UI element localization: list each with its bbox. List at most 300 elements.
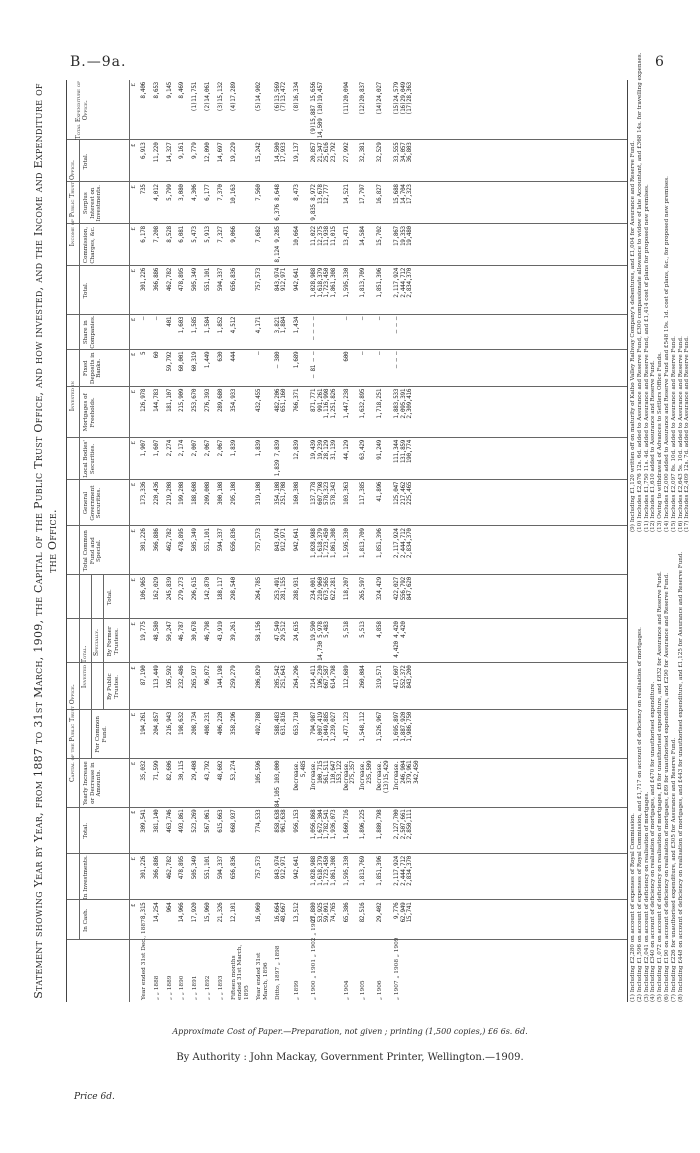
table-cell: 39,261	[229, 621, 237, 642]
row-label: „ 1907 „ 1908 „ 1909	[394, 937, 400, 1000]
column-header: Fixed Deposits in Banks.	[83, 352, 102, 385]
table-cell: 43,919	[216, 621, 224, 642]
table-cell: 260,084	[359, 665, 367, 689]
table-cell: 478,895	[178, 856, 186, 880]
table-cell: 1,883,533 2,095,391 2,309,416	[393, 388, 414, 419]
currency-mark: £	[131, 143, 137, 147]
table-cell: 206,029	[255, 665, 262, 689]
table-cell: 15,702	[376, 226, 384, 246]
row-label: Year ended 31st Dec., 1887	[141, 919, 147, 1000]
row-label: „ 1900 „ 1901 „ 1902 „ 1903	[311, 916, 317, 1000]
document-code: B.—9a.	[70, 54, 127, 70]
table-cell: 1,447,238	[342, 388, 350, 419]
table-cell: 766,371	[293, 388, 301, 413]
row-label: „ 1905	[360, 980, 367, 1000]
table-cell: 14,327	[165, 142, 173, 163]
table-cell: 11,220	[152, 142, 160, 163]
table-cell: 5,513	[359, 621, 367, 638]
table-cell: 366,886	[152, 856, 160, 880]
table-cell: 2,127,700 2,507,661 2,850,111	[393, 809, 414, 840]
table-cell: 1,907	[140, 439, 147, 457]
currency-mark: £	[131, 317, 137, 322]
table-cell: 30,678	[191, 621, 199, 642]
table-cell: 27,880 53,925 59,091 74,765	[310, 902, 337, 923]
table-cell: 5,518	[342, 621, 350, 638]
table-cell: 48,602	[216, 760, 224, 781]
table-cell: 4,858	[376, 621, 384, 638]
footnote: (5) Including £1,072 on account of deficiency on realisation of mortgages, £6 for unauthorised expenditure, and £832 for Assurance and Reserve Fund.	[657, 571, 664, 1002]
table-cell: 2,117,924 2,444,712 2,834,370	[393, 528, 414, 559]
table-cell: 117,385	[359, 481, 367, 505]
table-cell: 24,635	[293, 621, 301, 642]
table-cell: 463,746	[165, 809, 173, 833]
table-cell: 234,001 210,960 673,565 622,281	[310, 577, 337, 601]
table-cell: 188,608	[191, 481, 199, 505]
table-cell: 29,402	[376, 902, 384, 923]
page-number: 6	[655, 54, 664, 70]
table-cell: 91,249	[376, 439, 384, 460]
table-cell: 160,308	[293, 481, 301, 505]
currency-mark: £	[131, 622, 137, 626]
table-cell: 144,783	[152, 388, 160, 413]
table-cell: 774,533	[255, 809, 262, 833]
table-cell: — 81 — —	[310, 351, 317, 379]
table-cell: 245,839	[165, 577, 173, 601]
table-cell: 30,115	[178, 760, 186, 781]
table-cell: 1,548,112	[359, 711, 367, 742]
table-cell: 1,028,988 1,618,379 1,723,450 1,861,308	[310, 528, 337, 559]
table-cell: 2,067	[204, 439, 211, 457]
table-cell: 551,101	[204, 528, 211, 552]
currency-mark: £	[131, 529, 137, 533]
currency-mark: £	[131, 268, 137, 273]
price-note: Price 6d.	[74, 1092, 115, 1102]
table-cell: 205,542 251,643	[273, 665, 288, 689]
table-cell: 4,012	[152, 184, 160, 201]
column-header: By Public Trustee.	[107, 673, 120, 701]
table-cell: (11)20,094	[342, 82, 350, 116]
table-cell: 8,315	[140, 902, 147, 920]
column-header: Yearly Increase or Decrease in Amounts.	[83, 761, 102, 805]
table-cell: 14,254	[152, 902, 160, 923]
table-cell: 2,174	[178, 439, 186, 457]
table-cell: 5,799	[165, 184, 173, 201]
table-cell: 188,117	[216, 577, 224, 601]
table-cell: 9,776 62,949 15,741	[393, 902, 414, 923]
table-cell: 843,974 912,971	[273, 267, 288, 292]
currency-mark: £	[131, 389, 137, 394]
footnote: (9) Including £1,120 written off on maturity of Kaiho Valley Railway Company's debentures, and £1,004 for Assurance and Reserve Fund.	[630, 140, 636, 532]
table-cell: Decrease. (13)15,429	[376, 760, 390, 794]
table-cell: 125,047 217,462 225,465	[393, 481, 414, 505]
table-cell: 505,349	[191, 856, 199, 880]
table-cell: 1,718,251	[376, 388, 384, 419]
row-label: Ditto, 1897 „ 1898	[274, 945, 281, 1000]
table-cell: 47,549 29,512	[273, 621, 288, 642]
table-cell: 656,836	[229, 528, 237, 552]
table-cell: 8,528	[165, 226, 173, 243]
table-cell: 7,208	[152, 226, 160, 243]
table-cell: 82,516	[359, 902, 367, 923]
group-rule	[79, 140, 80, 266]
table-cell: 12,839	[293, 439, 301, 460]
table-cell: — — — —	[310, 316, 317, 340]
table-cell: 87,190	[140, 665, 147, 686]
table-cell: 50,247	[165, 621, 173, 642]
table-cell: 6,081	[178, 226, 186, 243]
table-cell: 19,439 19,239 28,129 31,139	[310, 439, 337, 460]
column-header: Mortgages of Freeholds.	[83, 393, 96, 432]
table-cell: 1,660,716	[342, 809, 350, 840]
table-cell: 5,473	[191, 226, 199, 243]
table-cell: 14,966	[178, 902, 186, 923]
table-cell: 7,327	[216, 226, 224, 243]
table-cell: — — —	[393, 316, 400, 334]
table-cell: 354,108 251,708	[273, 481, 288, 505]
table-cell: 17,867 19,353 19,480	[393, 226, 414, 246]
group-rule	[79, 266, 80, 526]
column-header: Total.	[83, 282, 89, 299]
table-cell: —	[255, 351, 262, 355]
column-header: Total Common Fund and Special.	[83, 530, 102, 572]
table-cell: 964	[165, 902, 173, 913]
table-cell: 1,595,330	[342, 528, 350, 559]
table-cell: 11,022 12,375 11,938 11,015	[310, 226, 337, 246]
row-label: „ „ 1891	[192, 975, 199, 1000]
footnote: (2) Including £1,596 on account of expenses of Royal Commission, and £1,717 on account of deficiency on realisation of mortgages.	[636, 627, 643, 1002]
table-cell: 9,066	[229, 226, 237, 243]
table-cell: 13,471	[342, 226, 350, 246]
table-cell: 301,226	[140, 528, 147, 552]
table-cell: 215,909	[178, 388, 186, 413]
table-cell: 46,798	[204, 621, 211, 642]
table-cell: 942,641	[293, 856, 301, 880]
table-cell: 871,771 991,261 1,116,998 1,251,826	[310, 388, 337, 419]
table-cell: 16,960	[255, 902, 262, 923]
table-cell: 301,226	[140, 856, 147, 880]
table-cell: 309,541	[140, 809, 147, 833]
table-cell: (2)14,061	[204, 82, 211, 112]
table-cell: 279,273	[178, 577, 186, 601]
table-cell: 19,775	[140, 621, 147, 642]
table-cell: 462,782	[165, 528, 173, 552]
group-rule	[79, 526, 80, 940]
table-cell: 253,670	[191, 388, 199, 413]
table-cell: 366,886	[152, 528, 160, 552]
table-cell: 43,792	[204, 760, 211, 781]
table-cell: 478,895	[178, 267, 186, 292]
table-cell: 444	[229, 351, 237, 362]
table-cell: (9)15,887 15,656 14,509 (10)19,457	[310, 82, 324, 139]
row-label: „ „ 1893	[217, 975, 224, 1000]
table-cell: 103,363	[342, 481, 350, 505]
table-cell: 358,296	[229, 711, 237, 736]
footnote: (12) Includes £1,610 added to Assurance and Reserve Fund.	[650, 360, 657, 532]
table-cell: 265,597	[359, 577, 367, 601]
table-cell: 594,337	[216, 528, 224, 552]
table-cell: 615,663	[216, 809, 224, 833]
table-cell: 15,960	[204, 902, 211, 923]
column-header: Total.	[83, 822, 89, 839]
table-cell: 1,839 7,839	[273, 439, 281, 477]
table-cell: 14,521	[342, 184, 350, 205]
table-cell: 2,117,924 2,444,712 2,834,370	[393, 267, 414, 298]
table-cell: —	[359, 316, 367, 321]
table-cell: 199,208	[178, 481, 186, 505]
table-cell: —	[376, 316, 384, 321]
currency-mark: £	[131, 857, 137, 861]
column-header: Surplus Interest on Investments.	[83, 184, 102, 222]
table-cell: 406,220	[216, 711, 224, 736]
table-cell: 462,782	[165, 856, 173, 880]
table-cell: 324,429	[376, 577, 384, 601]
table-cell: —	[342, 316, 350, 321]
table-cell: 551,101	[204, 856, 211, 880]
column-header: Total.	[107, 589, 113, 606]
table-cell: 10,163	[229, 184, 237, 205]
footnote: (6) Including £190 on account of deficiency on realisation of mortgages, £89 for unauthorised expenditure, and £290 for Assurance and Reserve Fund.	[663, 573, 670, 1002]
column-header: Local Bodies' Securities.	[83, 440, 96, 478]
table-cell: 858,638 961,638	[273, 809, 288, 833]
column-header: Total.	[83, 153, 89, 170]
currency-mark: £	[131, 903, 137, 907]
table-cell: 1,896,225	[359, 809, 367, 840]
table-cell: 296,615	[191, 577, 199, 601]
table-cell: 111,344 131,859 190,774	[393, 439, 414, 464]
table-cell: 2,067	[216, 439, 224, 457]
currency-mark: £	[131, 440, 137, 445]
currency-mark: £	[131, 578, 137, 582]
table-cell: 757,573	[255, 267, 262, 292]
table-cell: 354,933	[229, 388, 237, 413]
column-header: Share in Companies.	[83, 315, 96, 349]
table-cell: 2,007	[191, 439, 199, 457]
table-cell: 942,641	[293, 528, 301, 552]
table-cell: 3,080	[178, 184, 186, 201]
currency-mark: £	[131, 482, 137, 487]
table-cell: 300,108	[216, 481, 224, 505]
table-cell: 17,920	[191, 902, 199, 923]
table-cell: 29,408	[191, 760, 199, 781]
table-cell: (4)17,289	[229, 82, 237, 112]
table-cell: 173,336	[140, 481, 147, 505]
table-cell: Decrease. 5,485	[293, 760, 307, 791]
table-cell: 14,584	[359, 226, 367, 246]
table-cell: 843,974 912,971	[273, 528, 288, 552]
table-cell: 1,449	[204, 351, 211, 369]
table-cell: 7,370	[216, 184, 224, 201]
table-cell: 9,145	[165, 82, 173, 99]
table-cell: 1,880,798	[376, 809, 384, 840]
currency-mark: £	[131, 761, 137, 766]
table-cell: 144,198	[216, 665, 224, 689]
table-cell: (6)13,569 (7)13,472	[273, 82, 288, 112]
currency-mark: £	[131, 83, 137, 87]
table-cell: 12,101	[229, 902, 237, 923]
column-header: For Common Fund.	[95, 716, 108, 753]
row-label: Fifteen months ended 31st March, 1895	[230, 944, 250, 1000]
footnote: (4) Including £340 on account of deficiency on realisation of mortgages, and £470 for unauthorised expenditure.	[650, 681, 657, 1002]
table-cell: 46,787	[178, 621, 186, 642]
table-cell: —	[152, 316, 160, 321]
table-cell: (12)20,837	[359, 82, 367, 116]
table-cell: 264,785	[255, 577, 262, 601]
group-capital: Capital of the Public Trust Office.	[69, 684, 76, 783]
group-invested-in: Invested in	[69, 381, 76, 412]
table-cell: 1,813,769	[359, 856, 367, 886]
table-cell: 232,486	[178, 665, 186, 689]
table-cell: 6,913	[140, 142, 147, 160]
statement-title: Statement showing Year by Year, from 1887 to 31st March, 1909, the Capital of the Public Trust Office, and how invested, and the Income and Expenditure of the Office.	[32, 83, 59, 999]
table-cell: 757,573	[255, 856, 262, 880]
table-cell: 381,140	[152, 809, 160, 833]
table-cell: 4,512	[229, 316, 237, 334]
table-cell: 4,306	[191, 184, 199, 201]
table-cell: 15,242	[255, 142, 262, 163]
table-cell: 422,027 556,792 847,620	[393, 577, 414, 601]
table-cell: 478,895	[178, 528, 186, 552]
table-cell: 1,028,988 1,618,379 1,723,450 1,861,308	[310, 856, 337, 886]
table-cell: 14,697	[216, 142, 224, 163]
group-rule	[103, 575, 104, 710]
table-cell: 13,512	[293, 902, 301, 923]
table-cell: 298,540	[229, 577, 237, 601]
row-label: „ 1904	[343, 980, 350, 1000]
currency-mark: £	[131, 712, 137, 717]
table-cell: 366,886	[152, 267, 160, 292]
table-cell: 505,349	[191, 528, 199, 552]
table-cell: 1,813,709	[359, 267, 367, 298]
table-cell: 8,406	[140, 82, 147, 99]
header-rule	[129, 80, 130, 1002]
table-cell: 1,851,396	[376, 528, 384, 559]
table-cell: — 380	[273, 351, 281, 369]
table-cell: 1,477,123	[342, 711, 350, 742]
currency-mark: £	[131, 352, 137, 357]
table-cell: 462,782	[165, 267, 173, 292]
table-cell: 301,226	[140, 267, 147, 292]
table-cell: 32,529	[376, 142, 384, 163]
table-cell: 1,852	[216, 316, 224, 334]
table-cell: — — —	[393, 351, 400, 369]
table-cell: 12,090	[204, 142, 211, 163]
table-cell: 432,455	[255, 388, 262, 413]
table-cell: 194,261	[140, 711, 147, 736]
table-cell: 653,710	[293, 711, 301, 736]
table-cell: 16,664 48,667	[273, 902, 288, 923]
table-cell: (15)24,579 (16)29,049 (17)28,363	[393, 82, 414, 116]
table-cell: 417,607 552,372 843,200	[393, 665, 414, 689]
table-cell: 6,178	[140, 226, 147, 243]
table-cell: 48,580	[152, 621, 160, 642]
table-cell: 594,337	[216, 267, 224, 292]
table-cell: 5	[140, 351, 147, 355]
table-cell: 214,411 196,230 667,587 614,798	[310, 665, 337, 689]
table-cell: (14)24,027	[376, 82, 384, 116]
table-cell: 65,386	[342, 902, 350, 923]
table-cell: 7,682	[255, 226, 262, 243]
table-cell: 60,319	[191, 351, 199, 372]
footnote: (3) Including £2,041 on account of deficiency on realisation of mortgages.	[643, 791, 650, 1002]
row-label: „ 1906	[377, 980, 384, 1000]
statement-table	[66, 80, 628, 1002]
table-cell: 2,274	[165, 439, 173, 457]
table-cell: 253,491 281,155	[273, 577, 288, 601]
table-cell: 71,599	[152, 760, 160, 781]
table-cell: 14,500 17,933	[273, 142, 288, 163]
table-cell: 1,584	[204, 316, 211, 334]
table-cell: 1,028,988 1,618,379 1,723,450 1,861,308	[310, 267, 337, 298]
table-cell: 600	[342, 351, 350, 362]
table-cell: 5,913	[204, 226, 211, 243]
table-cell: 1,585	[191, 316, 199, 334]
table-cell: 105,596	[255, 760, 262, 784]
table-cell: 142,870	[204, 577, 211, 601]
printer-authority: By Authority : John Mackay, Government Printer, Wellington.—1909.	[176, 1052, 524, 1063]
table-cell: 60	[152, 351, 160, 359]
table-cell: 276,393	[204, 388, 211, 413]
table-cell: 8,124 9,285	[273, 226, 281, 263]
table-cell: 942,641	[293, 267, 301, 292]
footnote: (17) Includes £2,409 12s. 7d. added to Assurance and Reserve Fund.	[684, 336, 691, 532]
table-cell: 84,105 103,000	[273, 760, 281, 808]
footnote: (7) Including £226 for unauthorised expenditure, and £305 for Assurance and Reserve Fund.	[670, 737, 677, 1002]
table-cell: 757,573	[255, 528, 262, 552]
table-cell: 1,526,967	[376, 711, 384, 742]
table-cell: 126,978	[140, 388, 147, 413]
table-cell: 1,839	[229, 439, 237, 457]
table-cell: 15,688 14,704 17,323	[393, 184, 414, 205]
group-specially: Specially.	[93, 629, 100, 656]
table-cell: 63,429	[359, 439, 367, 460]
table-cell: 668,937	[229, 809, 237, 833]
footnote: (16) Includes £2,643 5s. 10d. added to Assurance and Reserve Fund.	[677, 336, 684, 532]
table-cell: 82,606	[165, 760, 173, 781]
table-cell: 35,032	[140, 760, 147, 781]
table-cell: 843,974 912,971	[273, 856, 288, 880]
table-cell: 289,680	[216, 388, 224, 413]
table-cell: 4,420 4,420 4,420	[393, 621, 407, 658]
table-cell: —	[140, 316, 147, 321]
table-cell: 288,931	[293, 577, 301, 601]
table-cell: 295,108	[229, 481, 237, 505]
table-cell: 198,632	[178, 711, 186, 736]
table-cell: 27,992	[342, 142, 350, 163]
table-cell: 32,381	[359, 142, 367, 163]
table-cell: 208,734	[191, 711, 199, 736]
table-cell: 162,029	[152, 577, 160, 601]
table-cell: 113,449	[152, 665, 160, 689]
table-cell: (5)14,902	[255, 82, 262, 112]
footnote: (1) Including £2,280 on account of expenses of Royal Commission.	[630, 813, 636, 1002]
column-header: In Investments.	[83, 855, 89, 900]
table-cell: 319,571	[376, 665, 384, 689]
table-cell: 401	[165, 316, 173, 327]
footnote: (11) Includes £1,750 11s. 4d. added to Assurance and Reserve Fund, and £1,414 cost of plans for proposed new premises.	[643, 184, 650, 532]
table-cell: 112,689	[342, 665, 350, 689]
table-cell: 1,632,895	[359, 388, 367, 419]
column-header: In Cash.	[83, 908, 89, 932]
table-cell: 44,129	[342, 439, 350, 460]
table-cell: 19,229	[229, 142, 237, 163]
column-header: General Government Securities.	[83, 485, 102, 521]
table-cell: 1,689	[293, 351, 301, 369]
table-cell: 482,206 651,160	[273, 388, 288, 413]
row-label: „ „ 1888	[153, 975, 160, 1000]
table-cell: 588,483 631,816	[273, 711, 288, 736]
footnote: (10) Includes £2,676 12s. 6d. added to Assurance and Reserve Fund, £300 compassionate allowance to widow of late Accountant, and £368 14s. for travelling expenses.	[636, 52, 643, 532]
table-cell: 195,592	[165, 665, 173, 689]
